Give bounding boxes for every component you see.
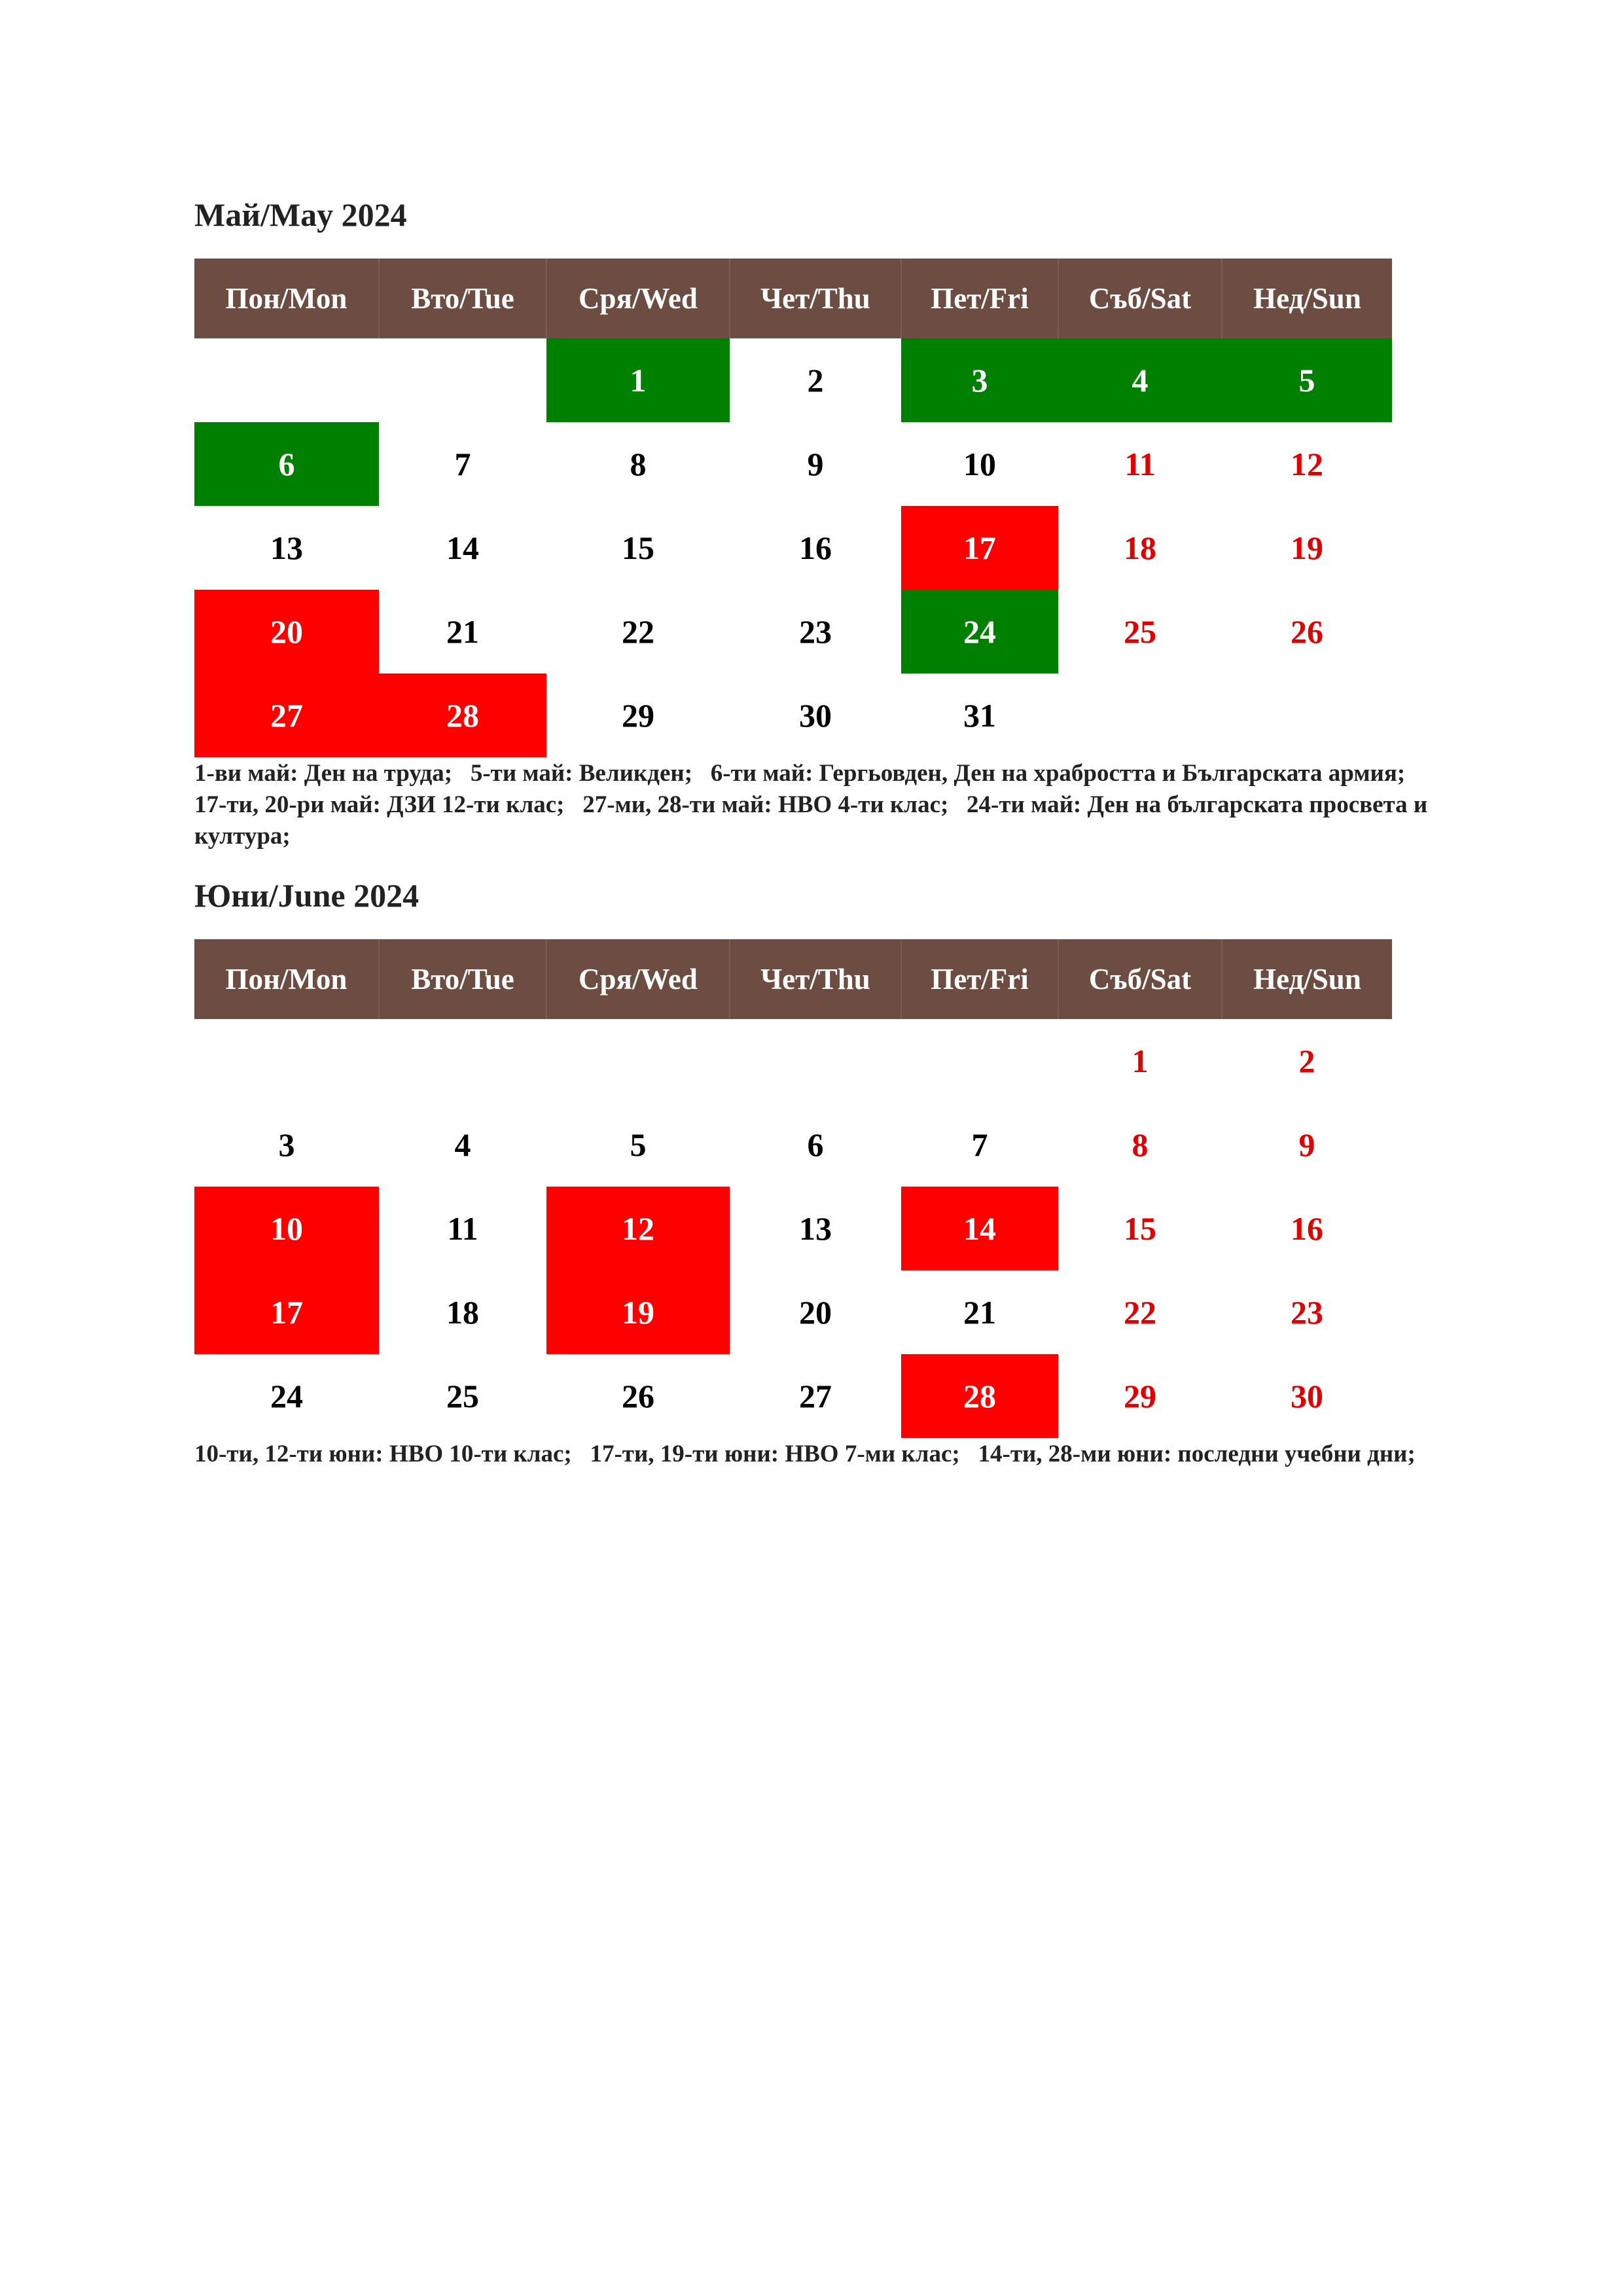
week-row — [194, 1270, 1392, 1354]
empty-day-cell — [379, 338, 546, 422]
weekday-header: Пет/Fri — [901, 939, 1058, 1019]
day-cell: 28 — [901, 1354, 1058, 1438]
weekday-header: Сря/Wed — [546, 259, 730, 338]
day-cell: 3 — [278, 1126, 295, 1163]
day-cell: 2 — [1298, 1043, 1315, 1079]
week-row — [194, 1019, 1392, 1103]
day-cell: 12 — [546, 1187, 730, 1270]
week-row — [194, 422, 1392, 506]
day-cell: 29 — [622, 697, 654, 734]
weekday-header-row — [194, 259, 1392, 338]
empty-day-cell — [379, 1019, 546, 1103]
day-cell: 4 — [454, 1126, 471, 1163]
day-cell: 29 — [1124, 1378, 1156, 1414]
day-cell: 26 — [1291, 613, 1323, 650]
weekday-header: Нед/Sun — [1222, 259, 1392, 338]
day-cell: 6 — [807, 1126, 824, 1163]
day-cell: 17 — [194, 1270, 379, 1354]
weekday-header: Вто/Tue — [379, 259, 546, 338]
month-note: 10-ти, 12-ти юни: НВО 10-ти клас; 17-ти, 19-ти юни: НВО 7-ми клас; 14-ти, 28-ми юни: последни учебни дни; — [194, 1441, 1416, 1467]
weekday-header: Нед/Sun — [1222, 939, 1392, 1019]
empty-day-cell — [901, 1019, 1058, 1103]
day-cell: 20 — [799, 1294, 832, 1331]
day-cell: 7 — [971, 1126, 988, 1163]
day-cell: 14 — [446, 529, 479, 566]
day-cell: 5 — [630, 1126, 647, 1163]
day-cell: 28 — [379, 673, 546, 757]
day-cell: 8 — [1132, 1126, 1149, 1163]
day-cell: 9 — [1298, 1126, 1315, 1163]
day-cell: 4 — [1058, 338, 1222, 422]
day-cell: 19 — [1291, 529, 1323, 566]
calendar-body — [194, 1019, 1392, 1438]
day-cell: 11 — [447, 1210, 478, 1247]
day-cell: 21 — [446, 613, 479, 650]
day-cell: 27 — [799, 1378, 832, 1414]
day-cell: 22 — [1124, 1294, 1156, 1331]
week-row — [194, 1354, 1392, 1438]
empty-day-cell — [1058, 673, 1222, 757]
weekday-header: Пет/Fri — [901, 259, 1058, 338]
day-cell: 13 — [799, 1210, 832, 1247]
day-cell: 15 — [1124, 1210, 1156, 1247]
day-cell: 15 — [622, 529, 654, 566]
day-cell: 3 — [901, 338, 1058, 422]
empty-day-cell — [1222, 673, 1392, 757]
week-row — [194, 506, 1392, 590]
week-row — [194, 590, 1392, 673]
empty-day-cell — [194, 1019, 379, 1103]
day-cell: 23 — [1291, 1294, 1323, 1331]
day-cell: 6 — [194, 422, 379, 506]
day-cell: 16 — [799, 529, 832, 566]
weekday-header: Сря/Wed — [546, 939, 730, 1019]
month-title: Май/May 2024 — [194, 196, 407, 233]
day-cell: 23 — [799, 613, 832, 650]
day-cell: 10 — [194, 1187, 379, 1270]
day-cell: 25 — [1124, 613, 1156, 650]
day-cell: 18 — [446, 1294, 479, 1331]
weekday-header: Чет/Thu — [730, 259, 901, 338]
day-cell: 10 — [963, 446, 996, 482]
day-cell: 8 — [630, 446, 647, 482]
calendar-body — [194, 338, 1392, 757]
day-cell: 26 — [622, 1378, 654, 1414]
weekday-header: Чет/Thu — [730, 939, 901, 1019]
day-cell: 1 — [1132, 1043, 1149, 1079]
day-cell: 9 — [807, 446, 824, 482]
day-cell: 31 — [963, 697, 996, 734]
weekday-header: Вто/Tue — [379, 939, 546, 1019]
day-cell: 30 — [799, 697, 832, 734]
week-row — [194, 338, 1392, 422]
day-cell: 20 — [194, 590, 379, 673]
day-cell: 27 — [194, 673, 379, 757]
day-cell: 24 — [901, 590, 1058, 673]
weekday-header-row — [194, 939, 1392, 1019]
day-cell: 1 — [546, 338, 730, 422]
month-june — [194, 876, 1421, 1467]
calendar-table — [194, 939, 1392, 1438]
month-may — [194, 195, 1434, 850]
day-cell: 16 — [1291, 1210, 1323, 1247]
month-title: Юни/June 2024 — [194, 877, 419, 914]
day-cell: 22 — [622, 613, 654, 650]
day-cell: 11 — [1124, 446, 1156, 482]
day-cell: 14 — [901, 1187, 1058, 1270]
weekday-header: Съб/Sat — [1058, 259, 1222, 338]
month-note: 1-ви май: Ден на труда; 5-ти май: Великден; 6-ти май: Гергьовден, Ден на храбростта и Българската армия; 17-ти, 20-ри май: ДЗИ 12-ти клас; 27-ми, 28-ти май: НВО 4-ти клас; 24-ти май: Ден на българската просвета и култура; — [194, 760, 1434, 850]
day-cell: 19 — [546, 1270, 730, 1354]
day-cell: 25 — [446, 1378, 479, 1414]
day-cell: 18 — [1124, 529, 1156, 566]
day-cell: 5 — [1222, 338, 1392, 422]
day-cell: 2 — [807, 362, 824, 399]
day-cell: 12 — [1291, 446, 1323, 482]
day-cell: 7 — [454, 446, 471, 482]
day-cell: 21 — [963, 1294, 996, 1331]
weekday-header: Пон/Mon — [194, 939, 379, 1019]
empty-day-cell — [730, 1019, 901, 1103]
day-cell: 13 — [270, 529, 303, 566]
week-row — [194, 1187, 1392, 1270]
day-cell: 24 — [270, 1378, 303, 1414]
calendar-table — [194, 259, 1392, 757]
day-cell: 17 — [901, 506, 1058, 590]
empty-day-cell — [194, 338, 379, 422]
weekday-header: Съб/Sat — [1058, 939, 1222, 1019]
week-row — [194, 673, 1392, 757]
week-row — [194, 1103, 1392, 1187]
weekday-header: Пон/Mon — [194, 259, 379, 338]
day-cell: 30 — [1291, 1378, 1323, 1414]
empty-day-cell — [546, 1019, 730, 1103]
